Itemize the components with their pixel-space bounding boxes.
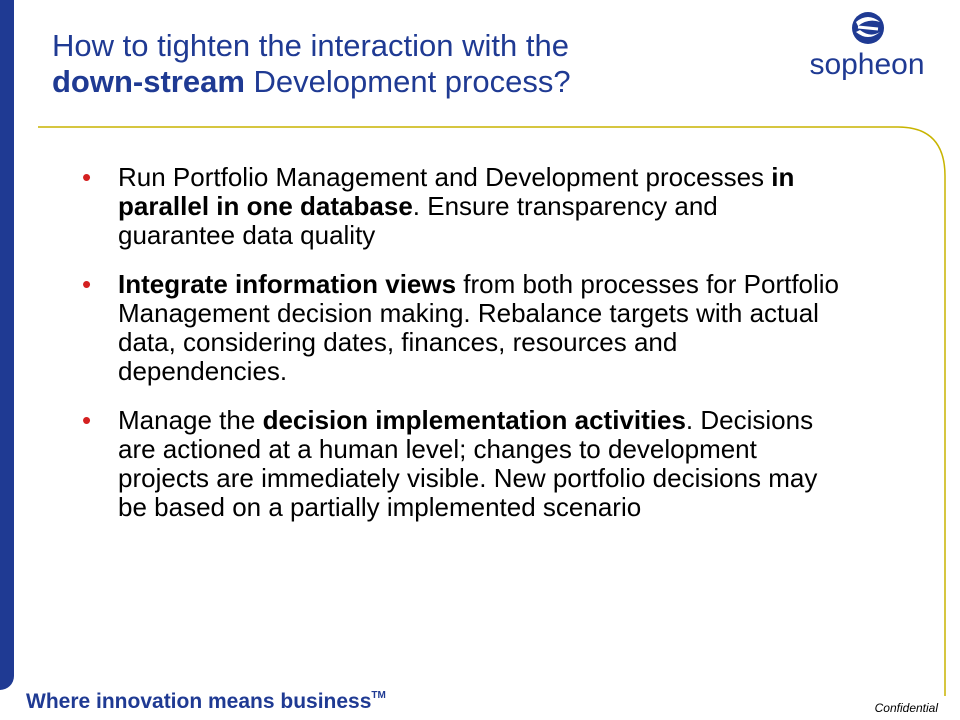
confidential-label: Confidential — [874, 701, 938, 715]
bullet-text: . Ensure transparency and guarantee data quality — [118, 191, 718, 250]
bullet-text: Run Portfolio Management and Development processes — [118, 162, 772, 192]
title-bold: down-stream — [52, 64, 245, 99]
title-line1: How to tighten the interaction with the — [52, 28, 569, 63]
footer-tagline — [26, 690, 386, 714]
bullet-list — [82, 163, 842, 542]
bullet-dot-icon: • — [82, 162, 92, 192]
bullet-item — [82, 406, 842, 522]
sopheon-s-icon — [852, 12, 884, 44]
trademark: TM — [371, 690, 386, 701]
sopheon-logo — [800, 8, 935, 88]
bullet-dot-icon: • — [82, 405, 92, 435]
bullet-bold-text: Integrate information views — [118, 269, 457, 299]
bullet-text: from both processes for Portfolio Management decision making. Rebalance targets with actual data, considering dates, finances, resources and dependencies. — [118, 269, 840, 386]
left-accent-bar — [0, 0, 14, 690]
bullet-bold-text: in parallel in one database — [118, 162, 795, 221]
logo-text: sopheon — [809, 48, 925, 81]
bullet-bold-text: decision implementation activities — [262, 405, 686, 435]
title-rest: Development process? — [244, 64, 571, 99]
bullet-text: . Decisions are actioned at a human level; changes to development projects are immediately visible. New portfolio decisions may be based on a partially implemented scenario — [118, 405, 818, 522]
bullet-item — [82, 163, 842, 250]
bullet-text: Manage the — [118, 405, 263, 435]
bullet-item — [82, 270, 842, 386]
slide-title — [52, 28, 752, 100]
tagline-text: Where innovation means business — [26, 690, 372, 713]
bullet-dot-icon: • — [82, 269, 92, 299]
